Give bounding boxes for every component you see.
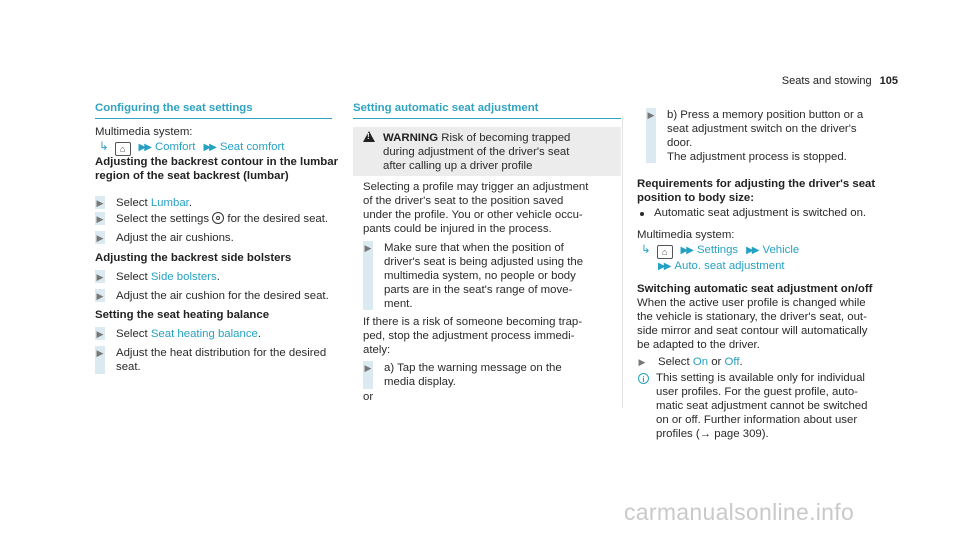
nav-auto-seat-adjustment[interactable]: Auto. seat adjustment bbox=[674, 260, 785, 272]
heat-heading: Setting the seat heating balance bbox=[95, 309, 270, 321]
para-2-line-1: If there is a risk of someone becoming trap- bbox=[363, 316, 583, 328]
step-arrow-icon: ▶ bbox=[96, 233, 104, 243]
step-text: Select bbox=[116, 197, 151, 209]
step-arrow-icon: ▶ bbox=[96, 198, 104, 208]
req-heading-2: position to body size: bbox=[637, 192, 755, 204]
option-on[interactable]: On bbox=[692, 356, 709, 368]
warning-triangle-icon bbox=[363, 131, 375, 142]
step-text-end: . bbox=[216, 271, 220, 283]
switch-para-1: When the active user profile is changed while bbox=[637, 297, 866, 309]
chevron-double-icon: ▶▶ bbox=[746, 245, 758, 256]
step-text: Adjust the air cushion for the desired seat. bbox=[116, 290, 329, 302]
warning-text-2: during adjustment of the driver's seat bbox=[383, 146, 570, 158]
home-icon[interactable]: ⌂ bbox=[115, 142, 131, 156]
step-text-1: b) Press a memory position button or a bbox=[667, 109, 864, 121]
section-rule bbox=[95, 118, 332, 119]
step-text-3: door. bbox=[667, 137, 693, 149]
step-arrow-icon: ▶ bbox=[96, 214, 104, 224]
section-title-configuring: Configuring the seat settings bbox=[95, 102, 253, 114]
gear-icon[interactable] bbox=[212, 212, 224, 224]
switch-para-3: side mirror and seat contour will automatically bbox=[637, 325, 868, 337]
switch-para-2: the vehicle is stationary, the driver's seat, out- bbox=[637, 311, 867, 323]
lumbar-heading-2: region of the seat backrest (lumbar) bbox=[95, 170, 289, 182]
para-1-line-3: under the profile. You or other vehicle occu- bbox=[363, 209, 583, 221]
multimedia-label: Multimedia system: bbox=[95, 126, 193, 138]
step-arrow-icon: ▶ bbox=[96, 272, 104, 282]
info-line-3: matic seat adjustment cannot be switched bbox=[656, 400, 868, 412]
step-text: Select bbox=[658, 356, 693, 368]
switch-para-4: be adapted to the driver. bbox=[637, 339, 760, 351]
step-text-2: driver's seat is being adjusted using the bbox=[384, 256, 584, 268]
nav-arrow-icon: ↳ bbox=[99, 141, 109, 153]
step-text-3: multimedia system, no people or body bbox=[384, 270, 576, 282]
chevron-double-icon: ▶▶ bbox=[658, 261, 670, 272]
step-text-2: seat. bbox=[116, 361, 141, 373]
info-icon: i bbox=[638, 373, 649, 384]
page-number: 105 bbox=[879, 75, 898, 87]
chevron-double-icon: ▶▶ bbox=[203, 142, 215, 153]
section-name: Seats and stowing bbox=[781, 75, 872, 87]
chevron-double-icon: ▶▶ bbox=[680, 245, 692, 256]
watermark: carmanualsonline.info bbox=[624, 499, 855, 525]
step-arrow-icon: ▶ bbox=[638, 357, 646, 367]
step-text-5: ment. bbox=[384, 298, 413, 310]
running-head bbox=[782, 74, 898, 88]
step-text-1: Adjust the heat distribution for the desired bbox=[116, 347, 327, 359]
menu-lumbar[interactable]: Lumbar bbox=[150, 197, 189, 209]
step-text-end: . bbox=[739, 356, 743, 368]
warning-text-1: Risk of becoming trapped bbox=[438, 132, 571, 144]
warning-box bbox=[353, 127, 621, 176]
nav-settings[interactable]: Settings bbox=[696, 244, 739, 256]
lumbar-heading-1: Adjusting the backrest contour in the lumbar bbox=[95, 156, 339, 168]
para-2-line-2: ped, stop the adjustment process immedi- bbox=[363, 330, 575, 342]
bullet-dot bbox=[640, 212, 644, 216]
chevron-double-icon: ▶▶ bbox=[138, 142, 150, 153]
step-text-or: or bbox=[708, 356, 725, 368]
menu-seat-heating-balance[interactable]: Seat heating balance bbox=[150, 328, 258, 340]
step-text-end: for the desired seat. bbox=[224, 213, 329, 225]
warning-text-3: after calling up a driver profile bbox=[383, 160, 533, 172]
info-line-4: on or off. Further information about user bbox=[656, 414, 858, 426]
para-1-line-2: of the driver's seat to the position saved bbox=[363, 195, 564, 207]
nav-vehicle[interactable]: Vehicle bbox=[762, 244, 800, 256]
step-text-1: a) Tap the warning message on the bbox=[384, 362, 562, 374]
multimedia-label: Multimedia system: bbox=[637, 229, 735, 241]
info-line-5[interactable]: profiles (→ page 309). bbox=[656, 428, 769, 440]
step-text-1: Make sure that when the position of bbox=[384, 242, 564, 254]
step-arrow-icon: ▶ bbox=[96, 329, 104, 339]
or-text: or bbox=[363, 391, 374, 403]
nav-path-comfort bbox=[95, 140, 284, 156]
step-arrow-icon: ▶ bbox=[647, 110, 655, 120]
step-arrow-icon: ▶ bbox=[364, 243, 372, 253]
warning-label: WARNING bbox=[383, 132, 439, 144]
option-off[interactable]: Off bbox=[724, 356, 740, 368]
req-heading-1: Requirements for adjusting the driver's seat bbox=[637, 178, 876, 190]
column-divider bbox=[622, 116, 623, 408]
step-arrow-icon: ▶ bbox=[364, 363, 372, 373]
step-text: Select bbox=[116, 271, 151, 283]
step-arrow-icon: ▶ bbox=[96, 291, 104, 301]
nav-comfort[interactable]: Comfort bbox=[154, 141, 196, 153]
switch-heading: Switching automatic seat adjustment on/off bbox=[637, 283, 873, 295]
home-icon[interactable]: ⌂ bbox=[657, 245, 673, 259]
step-text-2: media display. bbox=[384, 376, 456, 388]
nav-path-settings bbox=[637, 243, 799, 259]
step-text-end: . bbox=[188, 197, 192, 209]
section-title-automatic: Setting automatic seat adjustment bbox=[353, 102, 539, 114]
step-text-4: The adjustment process is stopped. bbox=[667, 151, 847, 163]
step-text: Select bbox=[116, 328, 151, 340]
section-rule bbox=[353, 118, 621, 119]
info-line-2: user profiles. For the guest profile, auto- bbox=[656, 386, 858, 398]
para-1-line-4: pants could be injured in the process. bbox=[363, 223, 552, 235]
step-text-2: seat adjustment switch on the driver's bbox=[667, 123, 857, 135]
bullet-text: Automatic seat adjustment is switched on. bbox=[654, 207, 867, 219]
para-1-line-1: Selecting a profile may trigger an adjustment bbox=[363, 181, 589, 193]
step-text-end: . bbox=[257, 328, 262, 340]
bolster-heading: Adjusting the backrest side bolsters bbox=[95, 252, 292, 264]
nav-seat-comfort[interactable]: Seat comfort bbox=[219, 141, 285, 153]
step-text: Select the settings bbox=[116, 213, 213, 225]
step-text: Adjust the air cushions. bbox=[116, 232, 234, 244]
nav-path-auto-seat bbox=[658, 259, 785, 274]
info-line-1: This setting is available only for individual bbox=[656, 372, 865, 384]
para-2-line-3: ately: bbox=[363, 344, 391, 356]
step-arrow-icon: ▶ bbox=[96, 348, 104, 358]
nav-arrow-icon: ↳ bbox=[641, 244, 651, 256]
menu-side-bolsters[interactable]: Side bolsters bbox=[150, 271, 217, 283]
step-text-4: parts are in the seat's range of move- bbox=[384, 284, 573, 296]
